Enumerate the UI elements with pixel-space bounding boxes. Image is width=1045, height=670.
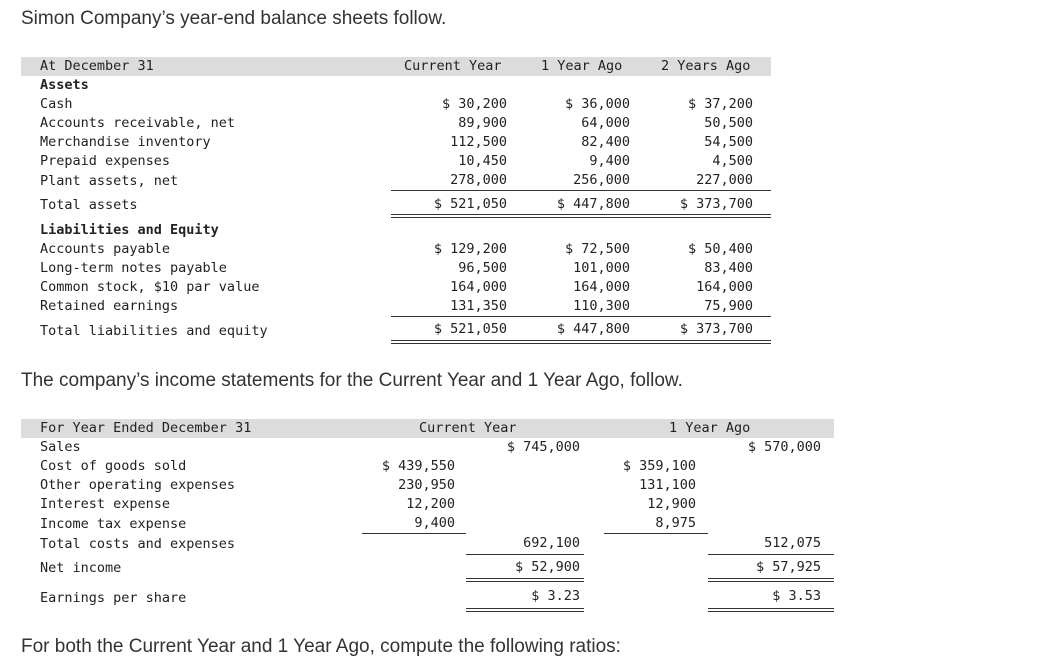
value-2-years-ago: 4,500	[712, 153, 753, 169]
row-label: Plant assets, net	[40, 173, 179, 189]
value-current-year: 278,000	[450, 172, 507, 188]
value-1-year-ago: 9,400	[589, 153, 630, 169]
value-1-year-ago: 101,000	[573, 260, 630, 276]
value-2-years-ago: 83,400	[704, 260, 753, 276]
subtotal-rule	[466, 554, 584, 555]
value-2-years-ago: $ 50,400	[687, 241, 753, 257]
row-label: Retained earnings	[40, 298, 179, 314]
value-current-year: 10,450	[458, 153, 507, 169]
row-label: Total assets	[40, 197, 138, 213]
value-2-years-ago: 75,900	[704, 298, 753, 314]
value-current-year: 9,400	[414, 515, 455, 531]
income-header-label: For Year Ended December 31	[40, 420, 252, 436]
total-double-rule	[708, 608, 834, 612]
value-1-year-ago: 8,975	[655, 515, 696, 531]
column-header-current-year: Current Year	[404, 58, 502, 74]
liabilities-equity-heading: Liabilities and Equity	[40, 222, 219, 238]
row-label: Common stock, $10 par value	[40, 279, 260, 295]
subtotal-rule	[391, 190, 771, 191]
value-2-years-ago: 227,000	[696, 172, 753, 188]
row-label: Income tax expense	[40, 516, 187, 532]
value-current-year: 112,500	[450, 134, 507, 150]
value-current-year: 164,000	[450, 279, 507, 295]
value-current-year: $ 3.23	[531, 588, 580, 604]
row-label: Other operating expenses	[40, 477, 236, 493]
total-double-rule	[466, 608, 584, 612]
subtotal-rule	[391, 316, 771, 317]
row-label: Cash	[40, 96, 73, 112]
row-label: Merchandise inventory	[40, 134, 211, 150]
value-2-years-ago: $ 373,700	[679, 321, 753, 337]
assets-heading: Assets	[40, 77, 89, 93]
value-current-year: 12,200	[406, 496, 455, 512]
value-2-years-ago: $ 37,200	[687, 96, 753, 112]
column-header-1-year-ago: 1 Year Ago	[669, 420, 751, 436]
value-1-year-ago: $ 3.53	[772, 588, 821, 604]
balance-sheet-header-label: At December 31	[40, 58, 154, 74]
value-1-year-ago: $ 57,925	[755, 559, 821, 575]
value-2-years-ago: $ 373,700	[679, 196, 753, 212]
value-1-year-ago: $ 36,000	[564, 96, 630, 112]
value-current-year: $ 521,050	[433, 196, 507, 212]
value-current-year: 131,350	[450, 298, 507, 314]
column-header-1-year-ago: 1 Year Ago	[541, 58, 623, 74]
value-1-year-ago: $ 72,500	[564, 241, 630, 257]
value-current-year: $ 52,900	[514, 559, 580, 575]
value-2-years-ago: 50,500	[704, 115, 753, 131]
row-label: Total costs and expenses	[40, 536, 236, 552]
row-label: Long-term notes payable	[40, 260, 227, 276]
value-current-year: $ 30,200	[441, 96, 507, 112]
total-double-rule	[391, 214, 771, 218]
income-intro-text: The company’s income statements for the Current Year and 1 Year Ago, follow.	[21, 370, 683, 391]
value-current-year: 89,900	[458, 115, 507, 131]
row-label: Net income	[40, 560, 122, 576]
row-label: Interest expense	[40, 496, 171, 512]
value-current-year: 692,100	[523, 535, 580, 551]
subtotal-rule	[362, 533, 466, 534]
row-label: Earnings per share	[40, 590, 187, 606]
intro-text: Simon Company’s year-end balance sheets follow.	[21, 8, 447, 29]
value-1-year-ago: 12,900	[647, 496, 696, 512]
outro-text: For both the Current Year and 1 Year Ago, compute the following ratios:	[21, 636, 621, 657]
value-current-year: $ 745,000	[506, 439, 580, 455]
column-header-2-years-ago: 2 Years Ago	[661, 58, 751, 74]
value-1-year-ago: 164,000	[573, 279, 630, 295]
value-current-year: 96,500	[458, 260, 507, 276]
value-1-year-ago: 64,000	[581, 115, 630, 131]
row-label: Accounts receivable, net	[40, 115, 236, 131]
value-1-year-ago: 131,100	[639, 477, 696, 493]
row-label: Accounts payable	[40, 241, 171, 257]
row-label: Cost of goods sold	[40, 458, 187, 474]
value-1-year-ago: 256,000	[573, 172, 630, 188]
total-double-rule	[391, 340, 771, 344]
value-2-years-ago: 54,500	[704, 134, 753, 150]
value-1-year-ago: $ 447,800	[556, 196, 630, 212]
value-current-year: $ 521,050	[433, 321, 507, 337]
value-current-year: $ 129,200	[433, 241, 507, 257]
total-double-rule	[466, 578, 584, 582]
value-current-year: $ 439,550	[381, 458, 455, 474]
row-label: Sales	[40, 439, 81, 455]
value-1-year-ago: $ 359,100	[622, 458, 696, 474]
row-label: Prepaid expenses	[40, 153, 171, 169]
value-2-years-ago: 164,000	[696, 279, 753, 295]
value-current-year: 230,950	[398, 477, 455, 493]
column-header-current-year: Current Year	[419, 420, 517, 436]
value-1-year-ago: 110,300	[573, 298, 630, 314]
subtotal-rule	[708, 554, 834, 555]
value-1-year-ago: 512,075	[764, 535, 821, 551]
subtotal-rule	[604, 533, 708, 534]
value-1-year-ago: $ 570,000	[747, 439, 821, 455]
total-double-rule	[708, 578, 834, 582]
value-1-year-ago: 82,400	[581, 134, 630, 150]
value-1-year-ago: $ 447,800	[556, 321, 630, 337]
row-label: Total liabilities and equity	[40, 323, 268, 339]
